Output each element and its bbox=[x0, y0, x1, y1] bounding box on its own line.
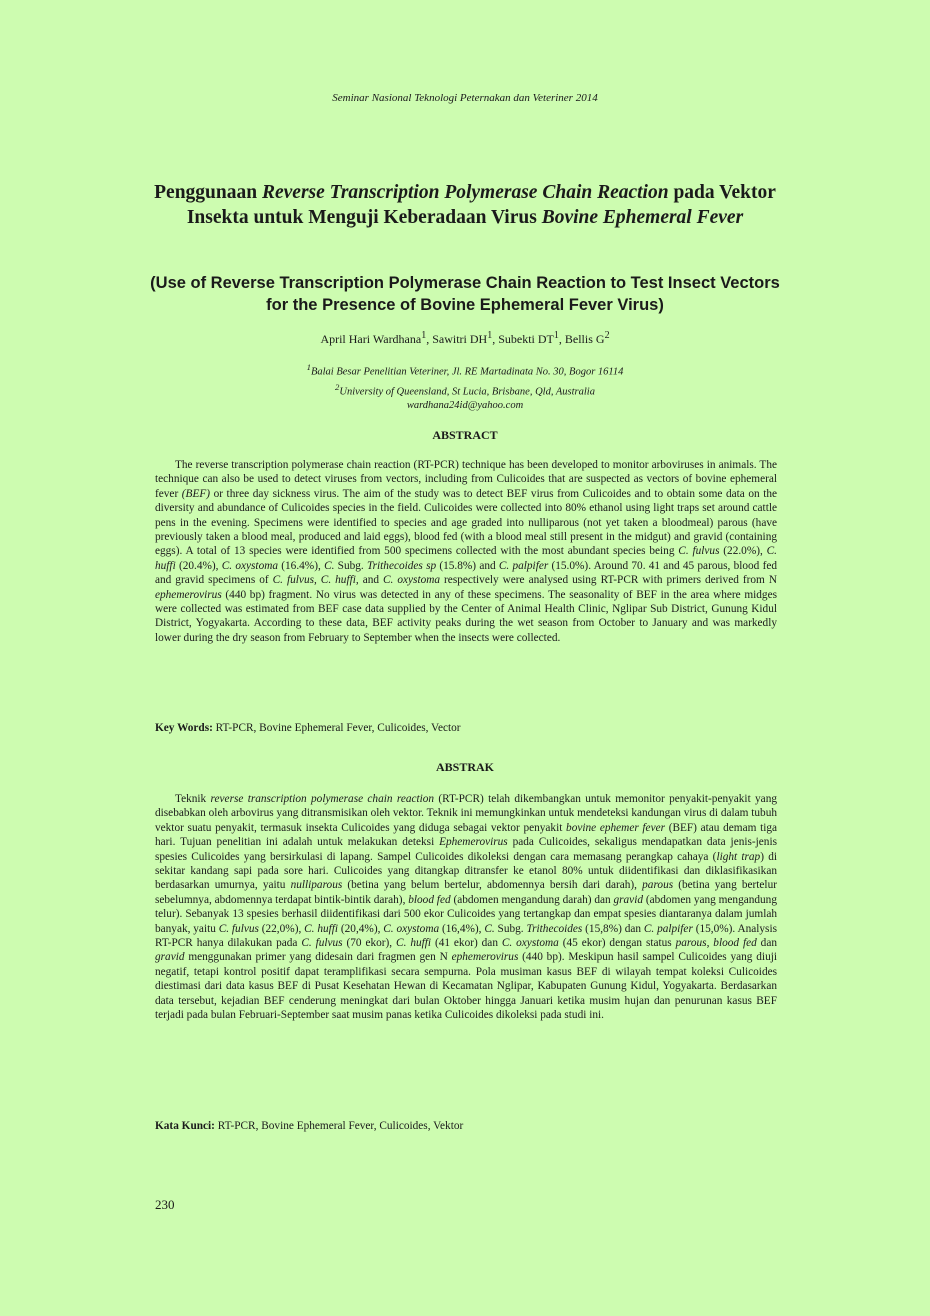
abstrak-paragraph: Teknik reverse transcription polymerase chain reaction (RT-PCR) telah dikembangkan untuk memonitor penyakit-penyakit yang disebabkan oleh arbovirus yang ditransmisikan oleh vektor. Teknik ini memungkinkan untuk mendeteksi kandungan virus di dalam tubuh vektor suatu penyakit, termasuk insekta Culicoides yang diduga sebagai vektor penyakit bovine ephemer fever (BEF) atau demam tiga hari. Tujuan penelitian ini adalah untuk melakukan deteksi Ephemerovirus pada Culicoides, sekaligus mendapatkan data jenis-jenis spesies Culicoides yang bersirkulasi di lapang. Sampel Culicoides dikoleksi dengan cara memasang perangkap cahaya (light trap) di sekitar kandang sapi pada sore hari. Culicoides yang ditangkap ditransfer ke etanol 80% untuk diidentifikasi dan diklasifikasikan berdasarkan umurnya, yaitu nulliparous (betina yang belum bertelur, abdomennya bersih dari darah), parous (betina yang bertelur sebelumnya, abdomennya terdapat bintik-bintik darah), blood fed (abdomen mengandung darah) dan gravid (abdomen yang mengandung telur). Sebanyak 13 spesies berhasil diidentifikasi dari 500 ekor Culicoides yang tertangkap dan empat spesies diantaranya dalam jumlah banyak, yaitu C. fulvus (22,0%), C. huffi (20,4%), C. oxystoma (16,4%), C. Subg. Trithecoides (15,8%) dan C. palpifer (15,0%). Analysis RT-PCR hanya dilakukan pada C. fulvus (70 ekor), C. huffi (41 ekor) dan C. oxystoma (45 ekor) dengan status parous, blood fed dan gravid menggunakan primer yang didesain dari fragmen gen N ephemerovirus (440 bp). Meskipun hasil sampel Culicoides yang diuji negatif, tetapi kontrol positif dapat teramplifikasi secara sempurna. Pola musiman kasus BEF di wilayah tempat koleksi Culicoides diestimasi dari data kasus BEF di Pusat Kesehatan Hewan di Kecamatan Nglipar, Kabupaten Gunung Kidul, Yogyakarta. Berdasarkan data tersebut, kejadian BEF cenderung meningkat dari bulan Oktober hingga Januari ketika musim hujan dan penurunan kasus BEF terjadi pada bulan Februari-September saat musim panas ketika Culicoides dikoleksi pada studi ini. bbox=[155, 793, 778, 1022]
abstract-heading: ABSTRACT bbox=[432, 428, 498, 442]
author-list: April Hari Wardhana$^1$, Sawitri $DH^1$, Subekti $DT^1$, Bellis $G^2$ bbox=[320, 330, 610, 346]
affiliation-2: $^2$University of Queensland, St Lucia, Brisbane, Qld, Australia bbox=[335, 381, 595, 397]
abstrak-body bbox=[155, 792, 777, 1023]
running-header: Seminar Nasional Teknologi Peternakan dan Veteriner 2014 bbox=[332, 92, 598, 104]
affiliations bbox=[0, 360, 930, 413]
affiliation-1: $^1$Balai Besar Penelitian Veteriner, Jl. RE Martadinata No. 30, Bogor 16114 bbox=[306, 362, 624, 378]
author-email[interactable]: wardhana24id@yahoo.com bbox=[406, 400, 524, 411]
key-words: Key Words: RT-PCR, Bovine Ephemeral Fever, Culicoides, Vector bbox=[155, 722, 461, 734]
abstract-body bbox=[155, 458, 777, 645]
page-number: 230 bbox=[155, 1197, 175, 1212]
kata-kunci: Kata Kunci: RT-PCR, Bovine Ephemeral Fever, Culicoides, Vektor bbox=[155, 1120, 464, 1132]
paper-subtitle: (Use of Reverse Transcription Polymerase Chain Reaction to Test Insect Vectors for the Presence of Bovine Ephemeral Fever Virus) bbox=[150, 274, 780, 314]
abstrak-heading: ABSTRAK bbox=[435, 760, 494, 774]
abstract-paragraph: The reverse transcription polymerase chain reaction (RT-PCR) technique has been developed to monitor arboviruses in animals. The technique can also be used to detect viruses from vectors, including from Culicoides that are suspected as vectors of bovine ephemeral fever (BEF) or three day sickness virus. The aim of the study was to detect BEF virus from Culicoides and to obtain some data on the diversity and abundance of Culicoides species in the field. Culicoides were collected into 80% ethanol using light traps set around cattle pens in the evening. Specimens were identified to species and age graded into nulliparous (not yet taken a bloodmeal) parous (have previously taken a blood meal, produced and laid eggs), blood fed (with a blood meal still present in the midgut) and gravid (containing eggs). A total of 13 species were identified from 500 specimens collected with the most abundant species being C. fulvus (22.0%), C. huffi (20.4%), C. oxystoma (16.4%), C. Subg. Trithecoides sp (15.8%) and C. palpifer (15.0%). Around 70. 41 and 45 parous, blood fed and gravid specimens of C. fulvus, C. huffi, and C. oxystoma respectively were analysed using RT-PCR with primers derived from N ephemerovirus (440 bp) fragment. No virus was detected in any of these specimens. The seasonality of BEF in the area where midges were collected was estimated from BEF case data supplied by the Center of Animal Health Clinic, Nglipar Sub District, Gunung Kidul District, Yogyakarta. According to these data, BEF activity peaks during the wet season from October to January and was markedly lower during the dry season from February to September when the insects were collected. bbox=[155, 459, 778, 644]
paper-title: Penggunaan Reverse Transcription Polymerase Chain Reaction pada Vektor Insekta untuk Menguji Keberadaan Virus Bovine Ephemeral Fever bbox=[154, 182, 776, 228]
